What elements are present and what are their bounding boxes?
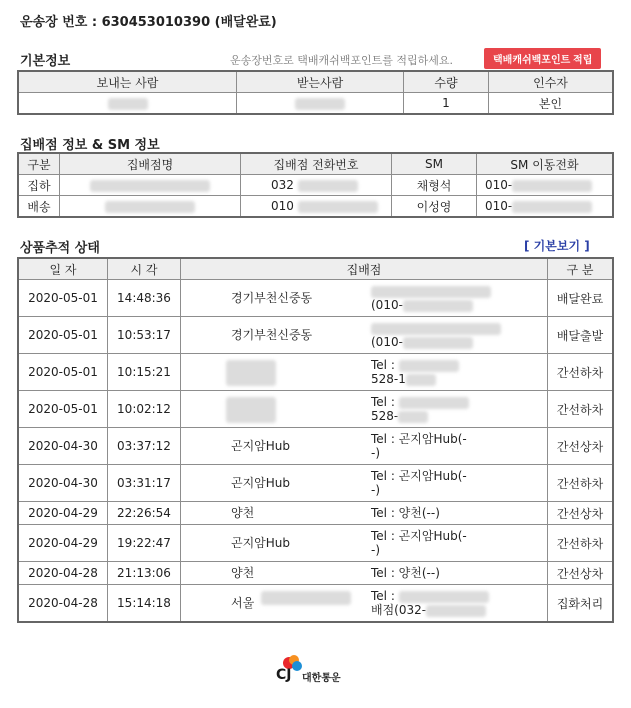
track-contact: [371, 432, 467, 460]
track-branch: [181, 562, 548, 585]
track-contact: [371, 469, 467, 497]
track-time: 19:22:47: [108, 525, 181, 562]
track-branch-name: 곤지암Hub: [231, 439, 291, 453]
track-date: 2020-04-28: [18, 562, 108, 585]
redacted-branch: [226, 360, 276, 386]
track-branch-name: 곤지암Hub: [231, 536, 291, 550]
track-status: 배달출발: [548, 317, 614, 354]
receiver-cell: [237, 93, 404, 115]
track-contact: [371, 589, 489, 617]
track-contact: [371, 395, 469, 423]
redacted-branch-name: [90, 180, 210, 192]
sm-name: 채형석: [392, 175, 477, 196]
track-time: 10:53:17: [108, 317, 181, 354]
track-status: 간선하차: [548, 354, 614, 391]
track-branch: [181, 391, 548, 428]
branch-name-cell: [60, 175, 241, 196]
redacted-phone: [512, 180, 592, 192]
track-time: 10:02:12: [108, 391, 181, 428]
track-contact: [371, 358, 459, 386]
sm-phone-cell: 010-: [477, 175, 614, 196]
track-status: 배달완료: [548, 280, 614, 317]
col-date: 일 자: [18, 258, 108, 280]
redacted-contact: [371, 286, 491, 298]
track-branch: [181, 428, 548, 465]
quantity-cell: 1: [404, 93, 489, 115]
track-branch: [181, 525, 548, 562]
redacted-branch: [226, 397, 276, 423]
branch-type: 배송: [18, 196, 60, 218]
track-date: 2020-05-01: [18, 317, 108, 354]
point-accrual-button[interactable]: 택배캐쉬백포인트 적립: [484, 48, 601, 69]
tracking-row: [18, 280, 613, 317]
track-contact: [371, 529, 467, 557]
col-sender: 보내는 사람: [18, 71, 237, 93]
cj-brand-name: 대한통운: [302, 673, 341, 684]
cj-logo: [276, 653, 371, 698]
track-contact-line2: -): [371, 543, 381, 557]
tracking-row: [18, 317, 613, 354]
col-branch-phone: 집배점 전화번호: [241, 153, 392, 175]
track-date: 2020-05-01: [18, 280, 108, 317]
tracking-row: [18, 585, 613, 623]
track-branch: [181, 280, 548, 317]
track-contact: [371, 321, 501, 349]
track-branch-name: 양천: [231, 566, 255, 580]
track-time: 22:26:54: [108, 502, 181, 525]
col-branch-name: 집배점명: [60, 153, 241, 175]
track-branch-name: 양천: [231, 506, 255, 520]
redacted-phone: [298, 201, 378, 213]
track-contact-line2: -): [371, 483, 381, 497]
track-date: 2020-04-30: [18, 428, 108, 465]
tracking-row: [18, 562, 613, 585]
redacted-contact: [403, 300, 473, 312]
redacted-contact: [398, 411, 428, 423]
track-time: 14:48:36: [108, 280, 181, 317]
col-status: 구 분: [548, 258, 614, 280]
track-contact-line1: Tel : 곤지암Hub(-: [371, 469, 467, 483]
track-contact-line1: Tel : 양천(--): [371, 566, 440, 580]
track-status: 간선상차: [548, 502, 614, 525]
redacted-phone: [298, 180, 358, 192]
redacted-phone: [512, 201, 592, 213]
col-time: 시 각: [108, 258, 181, 280]
track-time: 15:14:18: [108, 585, 181, 623]
signer-cell: 본인: [489, 93, 614, 115]
branch-phone-cell: 010: [241, 196, 392, 218]
tracking-table: [17, 257, 614, 623]
track-branch: [181, 585, 548, 623]
redacted-sender: [108, 98, 148, 110]
track-date: 2020-04-30: [18, 465, 108, 502]
branch-info-heading: 집배점 정보 & SM 정보: [20, 138, 160, 153]
track-branch-name: 서울: [231, 596, 255, 610]
track-contact-line2: 528-1: [371, 372, 406, 386]
track-status: 간선하차: [548, 391, 614, 428]
basic-info-table: [17, 70, 614, 115]
redacted-contact: [403, 337, 473, 349]
branch-type: 집하: [18, 175, 60, 196]
track-time: 10:15:21: [108, 354, 181, 391]
cj-mark: CJ: [276, 667, 292, 683]
track-status: 간선하차: [548, 525, 614, 562]
redacted-contact: [399, 360, 459, 372]
tracking-row: [18, 391, 613, 428]
track-date: 2020-05-01: [18, 391, 108, 428]
col-sm-phone: SM 이동전화: [477, 153, 614, 175]
track-time: 03:37:12: [108, 428, 181, 465]
redacted-contact: [426, 605, 486, 617]
branch-row: [18, 175, 613, 196]
track-contact-line1: Tel :: [371, 395, 399, 409]
track-time: 03:31:17: [108, 465, 181, 502]
tracking-row: [18, 465, 613, 502]
track-branch: [181, 465, 548, 502]
sm-name: 이성영: [392, 196, 477, 218]
track-contact-line1: Tel : 양천(--): [371, 506, 440, 520]
waybill-title: 운송장 번호 : 630453010390 (배달완료): [20, 15, 277, 30]
track-contact-line1: Tel :: [371, 589, 399, 603]
track-date: 2020-04-29: [18, 502, 108, 525]
branch-name-cell: [60, 196, 241, 218]
col-sm: SM: [392, 153, 477, 175]
tracking-row: [18, 525, 613, 562]
track-contact-line1: Tel : 곤지암Hub(-: [371, 432, 467, 446]
track-contact: [371, 284, 491, 312]
col-receiver: 받는사람: [237, 71, 404, 93]
track-date: 2020-04-28: [18, 585, 108, 623]
track-branch-name: 경기부천신중동: [231, 291, 313, 305]
col-type: 구분: [18, 153, 60, 175]
redacted-contact: [406, 374, 436, 386]
basic-view-link[interactable]: [ 기본보기 ]: [524, 239, 590, 253]
track-contact: [371, 506, 440, 520]
tracking-row: [18, 428, 613, 465]
col-signer: 인수자: [489, 71, 614, 93]
track-time: 21:13:06: [108, 562, 181, 585]
track-branch: [181, 354, 548, 391]
track-contact-line1: Tel :: [371, 358, 399, 372]
track-contact-line1: Tel : 곤지암Hub(-: [371, 529, 467, 543]
redacted-contact: [399, 397, 469, 409]
branch-row: [18, 196, 613, 218]
branch-phone-cell: 032: [241, 175, 392, 196]
track-date: 2020-04-29: [18, 525, 108, 562]
track-contact-line2: 배점(032-: [371, 603, 427, 617]
sm-phone-cell: 010-: [477, 196, 614, 218]
tracking-heading: 상품추적 상태: [20, 241, 100, 256]
track-contact-line2: -): [371, 446, 381, 460]
track-status: 간선하차: [548, 465, 614, 502]
point-note: 운송장번호로 택배캐쉬백포인트를 적립하세요.: [230, 54, 454, 67]
track-contact-line2: 528-: [371, 409, 399, 423]
track-branch-name: 곤지암Hub: [231, 476, 291, 490]
tracking-row: [18, 502, 613, 525]
redacted-branch: [261, 591, 351, 605]
track-status: 간선상차: [548, 428, 614, 465]
track-branch: [181, 317, 548, 354]
track-status: 간선상차: [548, 562, 614, 585]
redacted-receiver: [295, 98, 345, 110]
col-quantity: 수량: [404, 71, 489, 93]
track-branch: [181, 502, 548, 525]
track-status: 집화처리: [548, 585, 614, 623]
track-branch-name: 경기부천신중동: [231, 328, 313, 342]
track-contact-line2: (010-: [371, 335, 403, 349]
track-contact: [371, 566, 440, 580]
redacted-branch-name: [105, 201, 195, 213]
branch-info-table: [17, 152, 614, 218]
redacted-contact: [399, 591, 489, 603]
basic-info-heading: 기본정보: [20, 54, 71, 69]
tracking-rows: [18, 280, 613, 623]
track-contact-line2: (010-: [371, 298, 403, 312]
sender-cell: [18, 93, 237, 115]
track-date: 2020-05-01: [18, 354, 108, 391]
redacted-contact: [371, 323, 501, 335]
tracking-row: [18, 354, 613, 391]
col-branch: 집배점: [181, 258, 548, 280]
